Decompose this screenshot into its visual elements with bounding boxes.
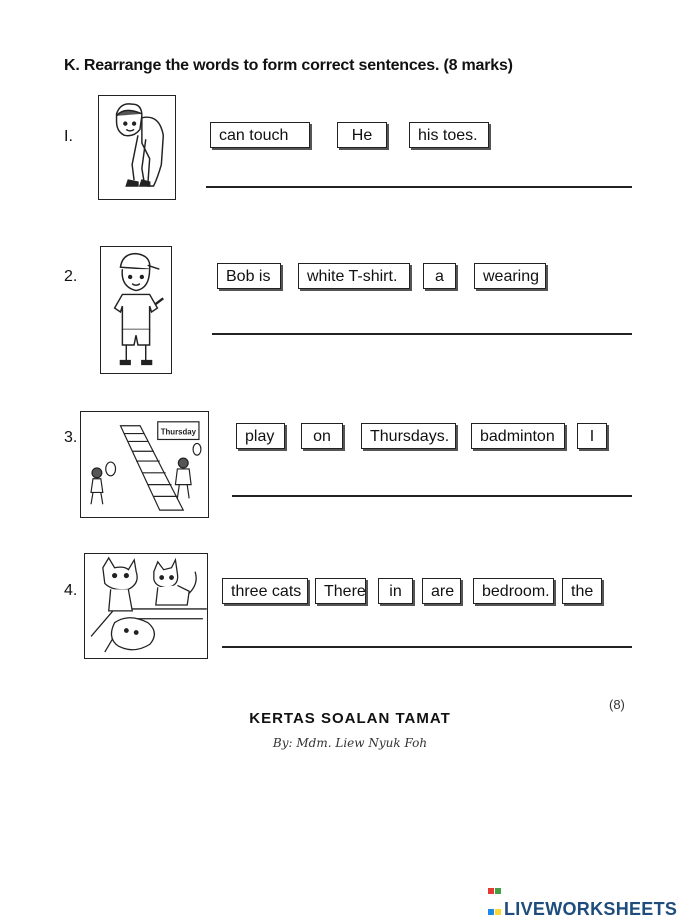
question-number-1: I. bbox=[64, 128, 73, 145]
picture-cats-in-bedroom bbox=[84, 553, 208, 659]
picture-boy-in-tshirt bbox=[100, 246, 172, 374]
brand-name: LIVEWORKSHEETS bbox=[504, 899, 678, 919]
word-tile[interactable]: I bbox=[577, 423, 607, 449]
score-label: (8) bbox=[609, 697, 625, 712]
picture-badminton bbox=[80, 411, 209, 518]
word-tile[interactable]: Thursdays. bbox=[361, 423, 456, 449]
word-tile[interactable]: on bbox=[301, 423, 343, 449]
word-tile[interactable]: white T-shirt. bbox=[298, 263, 410, 289]
author-credit: By: Mdm. Liew Nyuk Foh bbox=[272, 736, 428, 750]
question-number-2: 2. bbox=[64, 268, 78, 285]
question-number-3: 3. bbox=[64, 429, 78, 446]
picture-label-thursday: Thursday bbox=[160, 427, 197, 437]
word-tile[interactable]: bedroom. bbox=[473, 578, 554, 604]
word-tile[interactable]: Bob is bbox=[217, 263, 281, 289]
picture-boy-touching-toes bbox=[98, 95, 176, 200]
word-tile[interactable]: wearing bbox=[474, 263, 546, 289]
answer-line-2[interactable] bbox=[212, 333, 632, 335]
word-tile[interactable]: his toes. bbox=[409, 122, 489, 148]
answer-line-1[interactable] bbox=[206, 186, 632, 188]
answer-line-3[interactable] bbox=[232, 495, 632, 497]
word-tile[interactable]: He bbox=[337, 122, 387, 148]
word-tile[interactable]: can touch bbox=[210, 122, 310, 148]
word-tile[interactable]: badminton bbox=[471, 423, 565, 449]
question-number-4: 4. bbox=[64, 582, 78, 599]
liveworksheets-logo[interactable] bbox=[488, 879, 677, 920]
section-title: K. Rearrange the words to form correct sentences. (8 marks) bbox=[64, 57, 513, 74]
word-tile[interactable]: three cats bbox=[222, 578, 308, 604]
word-tile[interactable]: the bbox=[562, 578, 602, 604]
word-tile[interactable]: play bbox=[236, 423, 285, 449]
end-of-paper-text: KERTAS SOALAN TAMAT bbox=[249, 710, 451, 727]
word-tile[interactable]: are bbox=[422, 578, 461, 604]
word-tile[interactable]: There bbox=[315, 578, 366, 604]
liveworksheets-icon bbox=[488, 879, 502, 893]
word-tile[interactable]: in bbox=[378, 578, 413, 604]
word-tile[interactable]: a bbox=[423, 263, 456, 289]
answer-line-4[interactable] bbox=[222, 646, 632, 648]
